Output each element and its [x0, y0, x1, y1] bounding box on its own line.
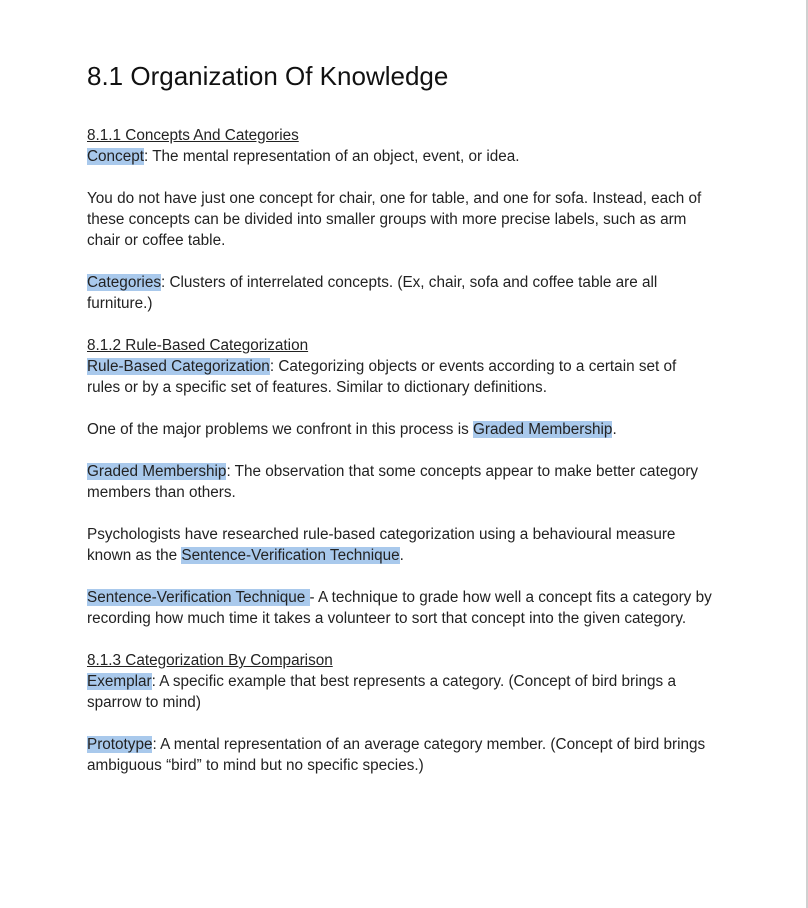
definition-exemplar	[87, 671, 712, 713]
definition-text: : A mental representation of an average category member. (Concept of bird brings ambiguous “bird” to mind but no specific species.)	[87, 736, 706, 774]
definition-categories	[87, 272, 712, 314]
paragraph-psychologists	[87, 524, 712, 566]
highlighted-term: Graded Membership	[473, 421, 613, 438]
section-heading-comparison: 8.1.3 Categorization By Comparison	[87, 652, 333, 669]
paragraph-end: .	[612, 421, 617, 438]
paragraph-text: Psychologists have researched rule-based categorization using a behavioural measure known as the	[87, 526, 676, 564]
paragraph-problem	[87, 419, 712, 440]
highlighted-term: Concept	[87, 148, 144, 165]
definition-rule-based	[87, 356, 712, 398]
highlighted-term: Categories	[87, 274, 161, 291]
definition-text: : Clusters of interrelated concepts. (Ex, chair, sofa and coffee table are all furniture.)	[87, 274, 658, 312]
highlighted-term: Prototype	[87, 736, 153, 753]
definition-concept	[87, 146, 712, 167]
definition-sentence-verification	[87, 587, 712, 629]
highlighted-term: Sentence-Verification Technique	[181, 547, 400, 564]
definition-text: : The observation that some concepts appear to make better category members than others.	[87, 463, 699, 501]
highlighted-term: Sentence-Verification Technique	[87, 589, 310, 606]
highlighted-term: Exemplar	[87, 673, 152, 690]
paragraph-end: .	[399, 547, 404, 564]
definition-text: : Categorizing objects or events according to a certain set of rules or by a specific set of features. Similar to dictionary definitions.	[87, 358, 677, 396]
paragraph-text: One of the major problems we confront in this process is	[87, 421, 473, 438]
highlighted-term: Graded Membership	[87, 463, 227, 480]
section-heading-rule-based: 8.1.2 Rule-Based Categorization	[87, 337, 309, 354]
paragraph-concept-groups: You do not have just one concept for chair, one for table, and one for sofa. Instead, each of these concepts can be divided into smaller groups with more precise labels, such as arm chair or coffee table.	[87, 190, 702, 249]
definition-graded-membership	[87, 461, 712, 503]
definition-prototype	[87, 734, 712, 776]
definition-text: : The mental representation of an object, event, or idea.	[143, 148, 520, 165]
definition-text: : A specific example that best represents a category. (Concept of bird brings a sparrow to mind)	[87, 673, 676, 711]
document-body	[87, 59, 712, 776]
highlighted-term: Rule-Based Categorization	[87, 358, 270, 375]
definition-text: - A technique to grade how well a concept fits a category by recording how much time it takes a volunteer to sort that concept into the given category.	[87, 589, 712, 627]
page-title: 8.1 Organization Of Knowledge	[87, 61, 449, 91]
section-heading-concepts-categories: 8.1.1 Concepts And Categories	[87, 127, 299, 144]
